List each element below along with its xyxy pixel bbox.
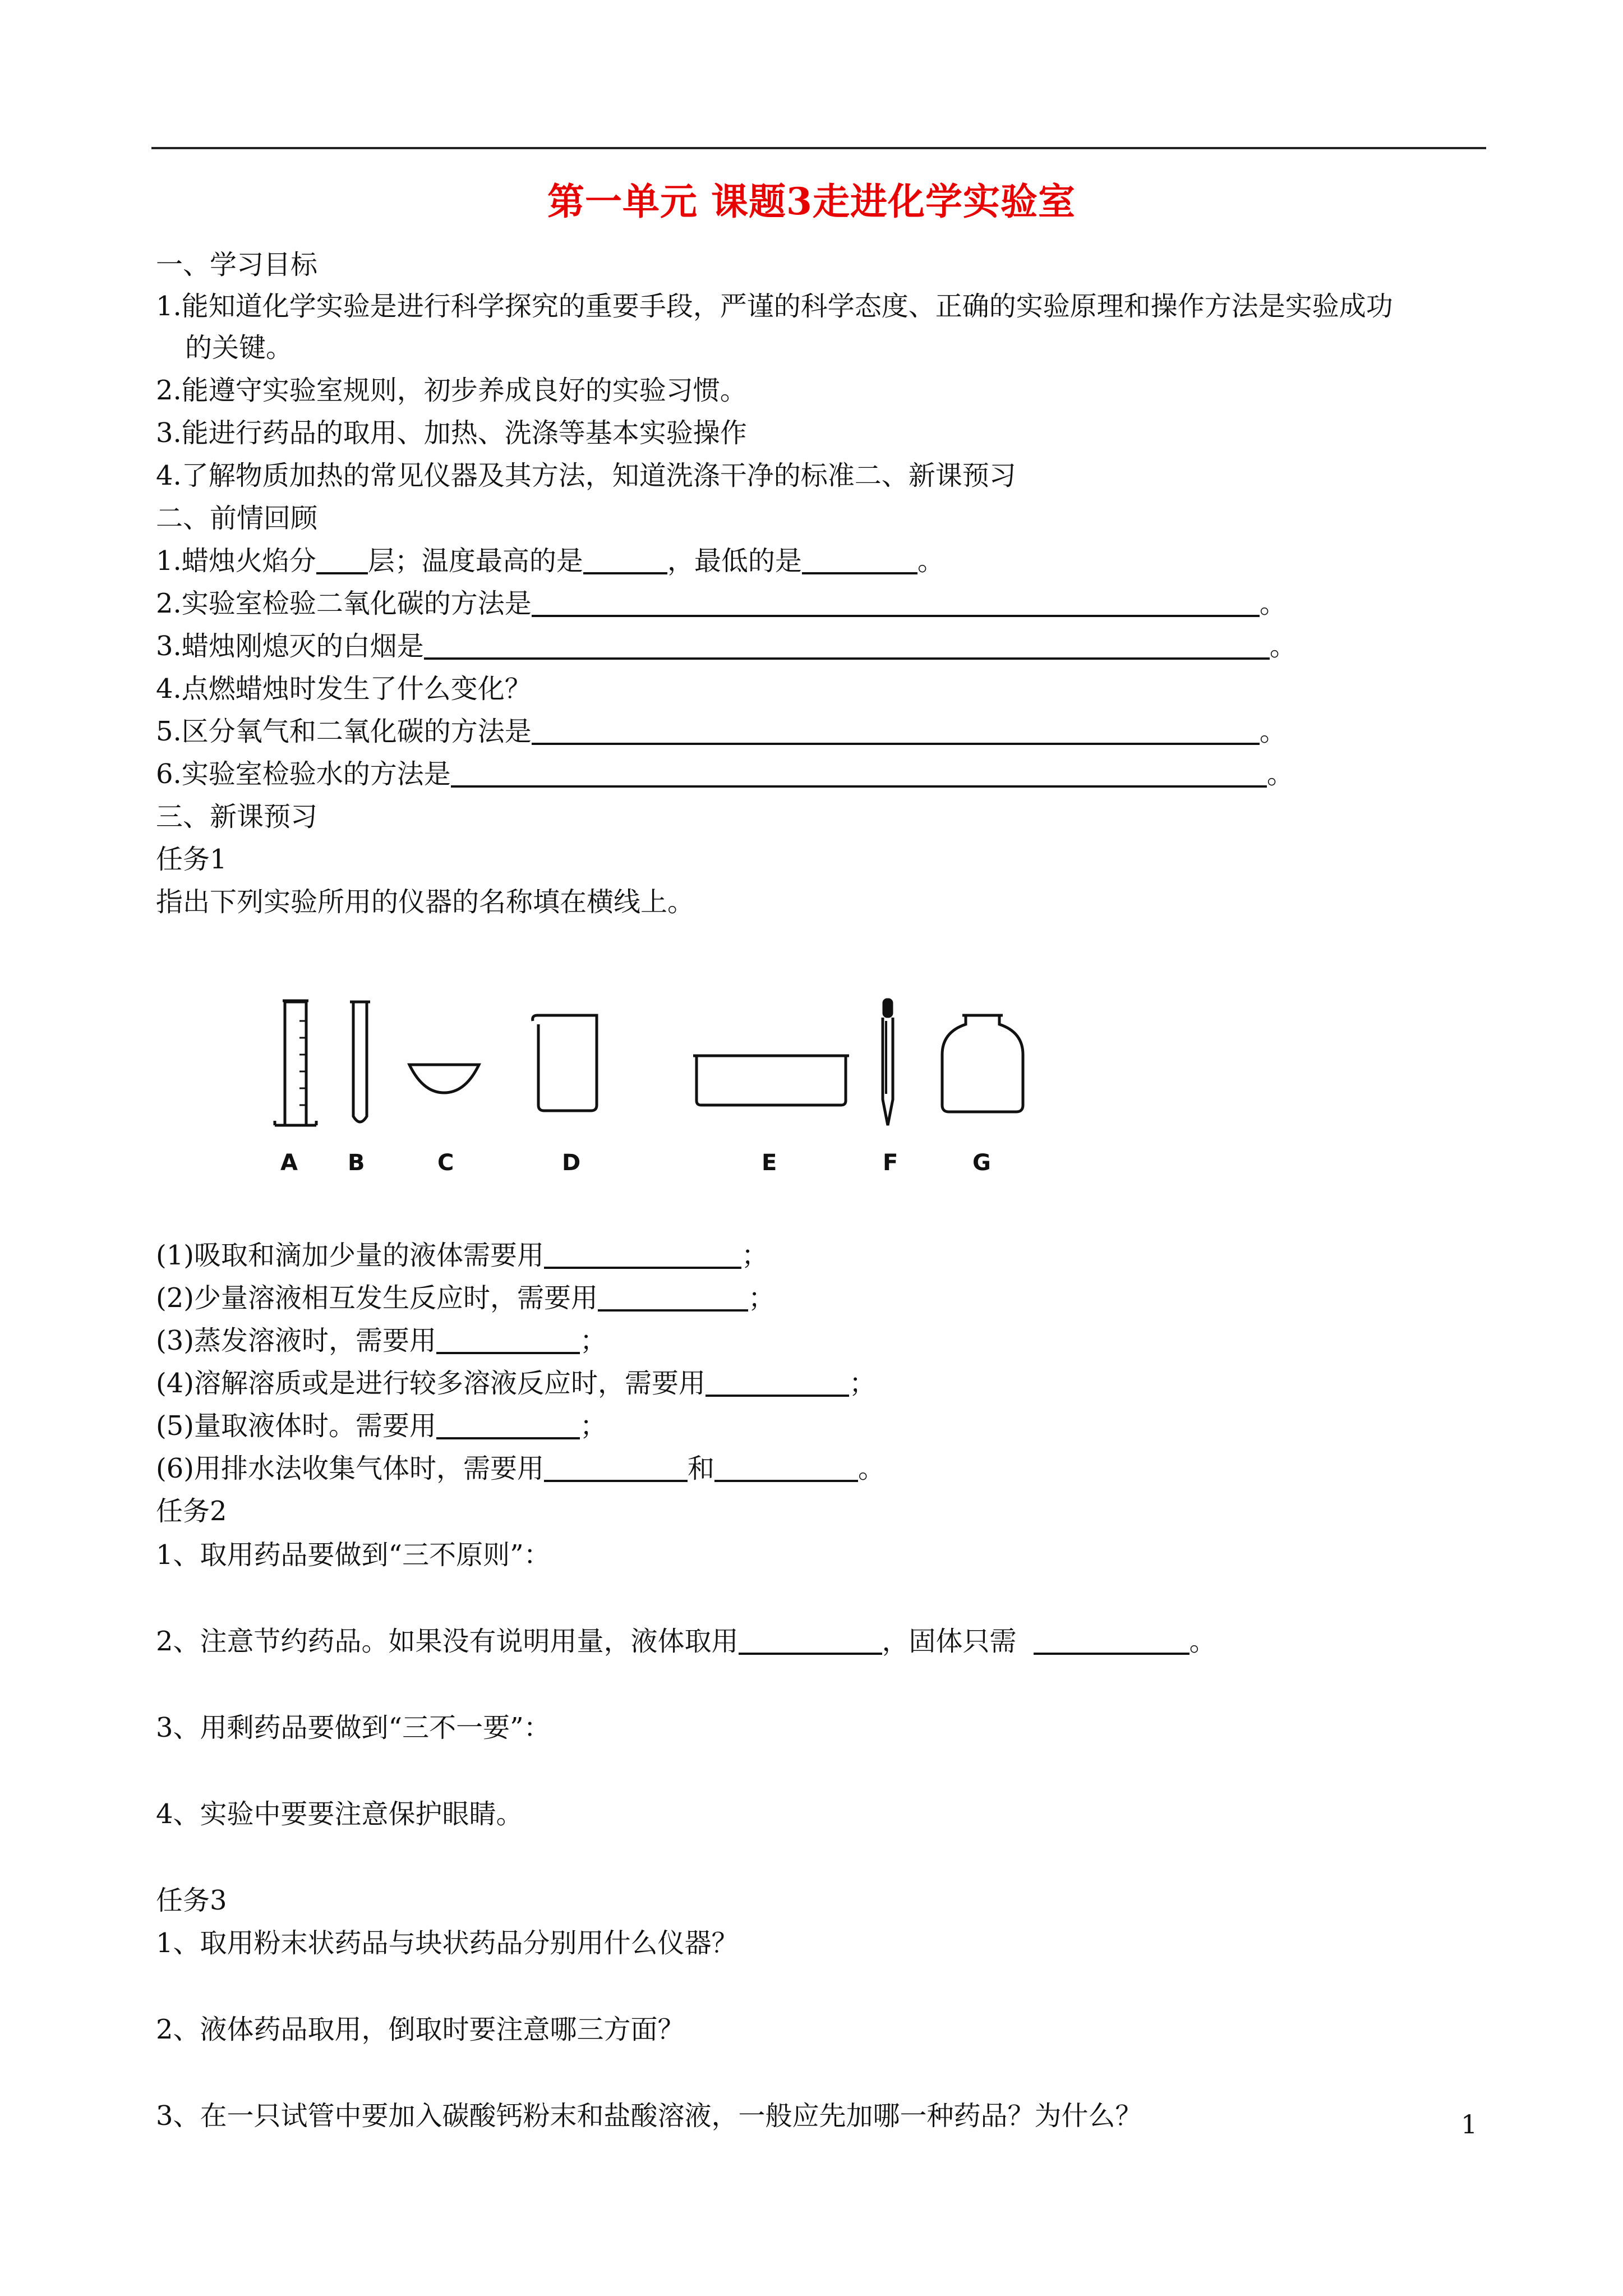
task3-item3: 3、在一只试管中要加入碳酸钙粉末和盐酸溶液，一般应先加哪一种药品？为什么？ xyxy=(156,2100,1142,2132)
task1-p5-text: (5)量取液体时。需要用 xyxy=(156,1410,436,1442)
review-q1-text-a: 1.蜡烛火焰分 xyxy=(156,545,316,577)
task1-p1 xyxy=(156,1237,768,1273)
semicolon: ； xyxy=(748,1282,776,1314)
review-q5-text: 5.区分氧气和二氧化碳的方法是 xyxy=(156,716,532,747)
and-text: 和 xyxy=(688,1453,715,1484)
period: 。 xyxy=(1189,1626,1216,1657)
goal-2: 2.能遵守实验室规则，初步养成良好的实验习惯。 xyxy=(156,375,747,406)
section-heading-goals: 一、学习目标 xyxy=(156,249,318,280)
task1-heading: 任务1 xyxy=(156,844,227,875)
task2-item1: 1、取用药品要做到“三不原则”： xyxy=(156,1539,551,1571)
answer-blank[interactable] xyxy=(544,1239,741,1269)
answer-blank[interactable] xyxy=(583,544,667,574)
goal-3: 3.能进行药品的取用、加热、洗涤等基本实验操作 xyxy=(156,417,747,449)
goal-4: 4.了解物质加热的常见仪器及其方法，知道洗涤干净的标准二、新课预习 xyxy=(156,460,1016,491)
period: 。 xyxy=(1269,631,1297,662)
section-heading-review: 二、前情回顾 xyxy=(156,503,318,534)
review-q1-text-d: 。 xyxy=(917,545,944,577)
review-q1 xyxy=(156,543,944,579)
review-q2-text: 2.实验室检验二氧化碳的方法是 xyxy=(156,588,532,619)
answer-blank[interactable] xyxy=(598,1281,748,1312)
figure-label-g: G xyxy=(972,1150,991,1176)
answer-blank[interactable] xyxy=(424,629,1270,660)
page-number: 1 xyxy=(1461,2109,1478,2139)
answer-blank[interactable] xyxy=(436,1409,580,1439)
figure-label-f: F xyxy=(883,1150,898,1176)
task3-item2: 2、液体药品取用，倒取时要注意哪三方面？ xyxy=(156,2014,685,2045)
period: 。 xyxy=(1259,716,1287,747)
task2-item2-text-a: 2、注意节约药品。如果没有说明用量，液体取用 xyxy=(156,1626,739,1657)
semicolon: ； xyxy=(849,1368,877,1399)
task2-item3: 3、用剩药品要做到“三不一要”： xyxy=(156,1712,551,1743)
apparatus-drawing xyxy=(269,993,1077,1133)
task1-p2-text: (2)少量溶液相互发生反应时，需要用 xyxy=(156,1282,598,1314)
task2-item2 xyxy=(156,1623,1216,1659)
review-q6-text: 6.实验室检验水的方法是 xyxy=(156,758,451,790)
review-q6 xyxy=(156,756,1294,792)
header-rule xyxy=(151,147,1486,149)
task1-p4-text: (4)溶解溶质或是进行较多溶液反应时，需要用 xyxy=(156,1368,706,1399)
review-q3 xyxy=(156,628,1297,664)
evaporating-dish-icon xyxy=(409,1065,479,1093)
semicolon: ； xyxy=(580,1325,607,1356)
task3-heading: 任务3 xyxy=(156,1885,227,1916)
trough-icon xyxy=(693,1056,849,1105)
goal-1: 1.能知道化学实验是进行科学探究的重要手段，严谨的科学态度、正确的实验原理和操作方法是实验成功 xyxy=(156,291,1393,322)
answer-blank[interactable] xyxy=(802,544,917,574)
figure-label-a: A xyxy=(280,1150,298,1176)
period: 。 xyxy=(1259,588,1287,619)
figure-label-c: C xyxy=(437,1150,454,1176)
answer-blank[interactable] xyxy=(739,1625,882,1655)
task2-heading: 任务2 xyxy=(156,1496,227,1527)
period: 。 xyxy=(1266,758,1294,790)
review-q3-text: 3.蜡烛刚熄灭的白烟是 xyxy=(156,631,424,662)
figure-label-b: B xyxy=(348,1150,365,1176)
task1-p5 xyxy=(156,1408,607,1444)
apparatus-figure xyxy=(269,993,1077,1195)
task1-p6 xyxy=(156,1451,885,1487)
task1-p3-text: (3)蒸发溶液时，需要用 xyxy=(156,1325,436,1356)
test-tube-icon xyxy=(350,1002,370,1122)
answer-blank[interactable] xyxy=(714,1452,858,1482)
answer-blank[interactable] xyxy=(451,757,1267,788)
answer-blank[interactable] xyxy=(532,587,1260,617)
semicolon: ； xyxy=(580,1410,607,1442)
semicolon: ； xyxy=(741,1240,769,1271)
answer-blank[interactable] xyxy=(532,715,1260,745)
period: 。 xyxy=(858,1453,886,1484)
task1-p1-text: (1)吸取和滴加少量的液体需要用 xyxy=(156,1240,544,1271)
graduated-cylinder-icon xyxy=(275,1001,316,1125)
task1-instruction: 指出下列实验所用的仪器的名称填在横线上。 xyxy=(156,886,695,918)
task2-item4: 4、实验中要要注意保护眼睛。 xyxy=(156,1798,523,1830)
answer-blank[interactable] xyxy=(544,1452,688,1482)
task1-p6-text: (6)用排水法收集气体时，需要用 xyxy=(156,1453,544,1484)
section-heading-preview: 三、新课预习 xyxy=(156,801,318,832)
goal-1-continued: 的关键。 xyxy=(185,332,293,364)
task3-item1: 1、取用粉末状药品与块状药品分别用什么仪器？ xyxy=(156,1927,739,1959)
dropper-icon xyxy=(883,1000,893,1125)
answer-blank[interactable] xyxy=(316,544,368,574)
page-title: 第一单元 课题3走进化学实验室 xyxy=(547,180,1076,223)
review-q1-text-c: ，最低的是 xyxy=(667,545,802,577)
review-q2 xyxy=(156,586,1287,622)
review-q4: 4.点燃蜡烛时发生了什么变化？ xyxy=(156,673,532,705)
answer-blank[interactable] xyxy=(706,1366,849,1397)
task1-p2 xyxy=(156,1280,775,1316)
task1-p3 xyxy=(156,1323,607,1359)
figure-label-e: E xyxy=(762,1150,777,1176)
gas-bottle-icon xyxy=(942,1015,1023,1112)
figure-label-d: D xyxy=(562,1150,581,1176)
review-q1-text-b: 层；温度最高的是 xyxy=(367,545,583,577)
answer-blank[interactable] xyxy=(1034,1625,1189,1655)
review-q5 xyxy=(156,714,1287,749)
task1-p4 xyxy=(156,1365,876,1401)
beaker-icon xyxy=(533,1015,597,1111)
task2-item2-text-b: ，固体只需 xyxy=(882,1626,1017,1657)
answer-blank[interactable] xyxy=(436,1324,580,1354)
